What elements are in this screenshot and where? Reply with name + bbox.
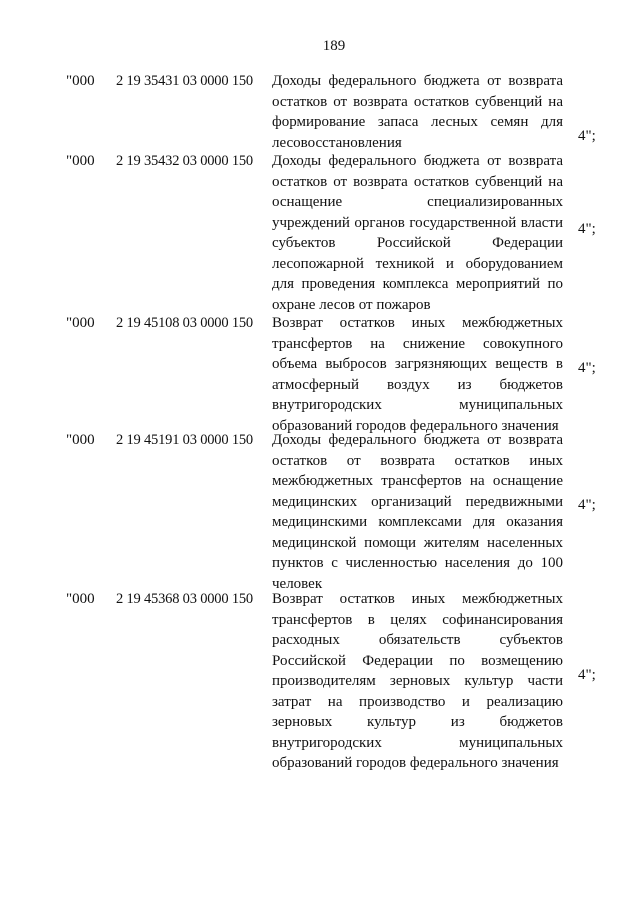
norm-percent: 4"; (578, 667, 596, 683)
row-prefix: "000 (66, 73, 95, 89)
income-description: Доходы федерального бюджета от возврата остатков от возврата остатков иных межбюджетных трансфертов на оснащение медицинских организаций передвижными медицинскими комплексами для оказания медицинской помощи жителям населенных пунктов с численностью населения до 100 человек (272, 432, 563, 592)
norm-percent: 4"; (578, 128, 596, 144)
budget-code: 2 19 45191 03 0000 150 (116, 432, 253, 448)
row-prefix: "000 (66, 591, 95, 607)
budget-code: 2 19 45368 03 0000 150 (116, 591, 253, 607)
budget-code: 2 19 45108 03 0000 150 (116, 315, 253, 331)
row-prefix: "000 (66, 432, 95, 448)
norm-percent: 4"; (578, 360, 596, 376)
norm-percent: 4"; (578, 221, 596, 237)
row-prefix: "000 (66, 315, 95, 331)
norm-percent: 4"; (578, 497, 596, 513)
income-description: Возврат остатков иных межбюджетных трансфертов в целях софинансирования расходных обязательств субъектов Российской Федерации по возмещению производителям зерновых культур части затрат на производство и реализацию зерновых культур из бюджетов внутригородских муниципальных образований городов федерального значения (272, 591, 563, 771)
page-number: 189 (322, 38, 346, 54)
income-description: Возврат остатков иных межбюджетных трансфертов на снижение совокупного объема выбросов загрязняющих веществ в атмосферный воздух из бюджетов внутригородских муниципальных образований городов федерального значения (272, 315, 563, 434)
budget-code: 2 19 35432 03 0000 150 (116, 153, 253, 169)
row-prefix: "000 (66, 153, 95, 169)
income-description: Доходы федерального бюджета от возврата остатков от возврата остатков субвенций на формирование запаса лесных семян для лесовосстановления (272, 73, 563, 151)
income-description: Доходы федерального бюджета от возврата остатков от возврата остатков субвенций на оснащение специализированных учреждений органов государственной власти субъектов Российской Федерации лесопожарной техникой и оборудованием для проведения комплекса мероприятий по охране лесов от пожаров (272, 153, 563, 313)
budget-code: 2 19 35431 03 0000 150 (116, 73, 253, 89)
